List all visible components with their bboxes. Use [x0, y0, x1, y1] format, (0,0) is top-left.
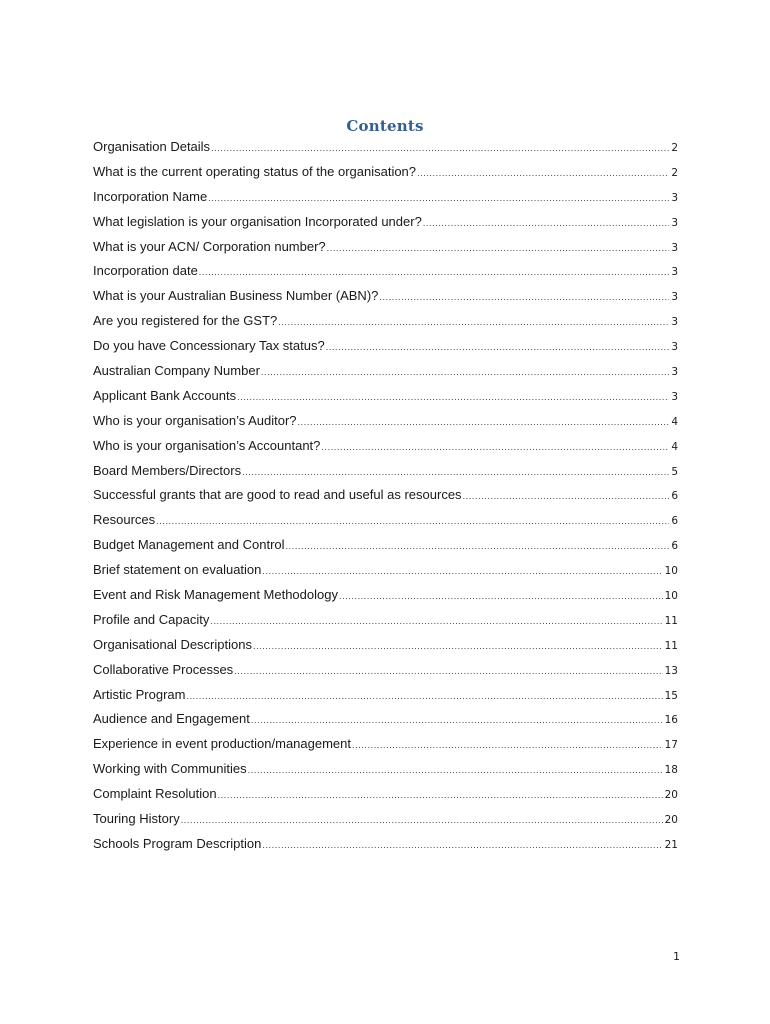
toc-dot-leader [379, 288, 669, 306]
toc-entry-page: 20 [664, 789, 678, 802]
table-of-contents [93, 138, 678, 860]
toc-entry[interactable] [93, 188, 678, 213]
toc-dot-leader [286, 537, 669, 555]
toc-entry-title: Working with Communities [93, 761, 247, 777]
toc-entry-title: Budget Management and Control [93, 537, 285, 553]
toc-entry[interactable] [93, 362, 678, 387]
toc-dot-leader [186, 687, 662, 705]
toc-dot-leader [181, 811, 663, 829]
toc-entry[interactable] [93, 810, 678, 835]
toc-dot-leader [211, 139, 669, 157]
toc-entry[interactable] [93, 262, 678, 287]
toc-entry[interactable] [93, 835, 678, 860]
toc-entry[interactable] [93, 561, 678, 586]
toc-entry[interactable] [93, 387, 678, 412]
toc-entry-title: Who is your organisation’s Auditor? [93, 412, 297, 428]
toc-entry-page: 5 [671, 465, 678, 478]
toc-entry[interactable] [93, 785, 678, 810]
toc-entry-title: Audience and Engagement [93, 711, 250, 727]
toc-entry-page: 6 [671, 490, 678, 503]
toc-entry-page: 17 [664, 739, 678, 752]
toc-dot-leader [278, 313, 669, 331]
toc-entry-page: 2 [671, 142, 678, 154]
toc-entry-title: Schools Program Description [93, 835, 262, 851]
toc-entry-title: Resources [93, 512, 156, 528]
toc-entry[interactable] [93, 138, 678, 163]
toc-dot-leader [210, 612, 662, 630]
toc-entry-page: 6 [671, 540, 678, 553]
toc-dot-leader [321, 438, 669, 456]
toc-entry-page: 3 [671, 241, 678, 254]
toc-entry-page: 13 [664, 664, 678, 677]
toc-entry-page: 3 [671, 390, 678, 403]
toc-dot-leader [248, 761, 663, 779]
toc-entry-page: 3 [671, 316, 678, 329]
toc-entry-title: Organisation Details [93, 139, 211, 154]
toc-entry-page: 10 [664, 565, 678, 578]
toc-entry-title: Successful grants that are good to read and useful as resources [93, 487, 462, 503]
toc-entry[interactable] [93, 735, 678, 760]
toc-entry-title: Are you registered for the GST? [93, 313, 278, 329]
toc-heading: Contents [346, 117, 424, 135]
toc-entry[interactable] [93, 760, 678, 785]
toc-entry[interactable] [93, 163, 678, 188]
toc-entry-page: 21 [664, 838, 678, 851]
toc-entry-page: 3 [671, 216, 678, 229]
toc-entry-title: Australian Company Number [93, 363, 260, 379]
toc-entry[interactable] [93, 437, 678, 462]
page-number: 1 [673, 950, 680, 963]
toc-entry-title: What is your Australian Business Number (ABN)? [93, 288, 379, 304]
toc-entry-page: 4 [671, 415, 678, 428]
toc-entry[interactable] [93, 586, 678, 611]
toc-entry-page: 2 [671, 166, 678, 179]
toc-dot-leader [326, 338, 669, 356]
toc-dot-leader [298, 413, 669, 431]
toc-entry[interactable] [93, 287, 678, 312]
toc-dot-leader [242, 463, 669, 481]
toc-entry-page: 3 [671, 291, 678, 304]
toc-entry-page: 20 [664, 814, 678, 827]
toc-entry-title: Touring History [93, 811, 180, 827]
toc-entry-title: Incorporation Name [93, 188, 208, 204]
toc-dot-leader [218, 786, 663, 804]
toc-entry-page: 4 [671, 440, 678, 453]
toc-entry-title: Profile and Capacity [93, 611, 210, 627]
toc-entry-title: Board Members/Directors [93, 462, 242, 478]
toc-entry-title: Artistic Program [93, 686, 186, 702]
toc-dot-leader [352, 736, 663, 754]
toc-entry-title: Complaint Resolution [93, 786, 217, 802]
toc-entry-title: Applicant Bank Accounts [93, 387, 237, 403]
toc-entry[interactable] [93, 486, 678, 511]
toc-entry-title: Experience in event production/management [93, 736, 351, 752]
toc-dot-leader [261, 363, 669, 381]
toc-entry-page: 16 [664, 714, 678, 727]
toc-entry[interactable] [93, 238, 678, 263]
toc-entry-title: Collaborative Processes [93, 661, 234, 677]
toc-entry[interactable] [93, 412, 678, 437]
toc-entry-title: What is the current operating status of the organisation? [93, 163, 417, 179]
toc-dot-leader [253, 637, 663, 655]
toc-entry-title: Who is your organisation’s Accountant? [93, 437, 321, 453]
toc-entry[interactable] [93, 337, 678, 362]
toc-entry-page: 3 [671, 266, 678, 279]
toc-entry-title: Brief statement on evaluation [93, 562, 262, 578]
toc-entry-title: Organisational Descriptions [93, 636, 252, 652]
toc-entry-page: 11 [664, 614, 678, 627]
toc-entry[interactable] [93, 511, 678, 536]
toc-dot-leader [423, 214, 669, 232]
toc-entry-page: 10 [664, 590, 678, 603]
toc-dot-leader [199, 263, 669, 281]
toc-dot-leader [156, 512, 669, 530]
toc-dot-leader [262, 562, 662, 580]
toc-dot-leader [234, 662, 662, 680]
toc-dot-leader [327, 239, 669, 257]
toc-entry-title: Do you have Concessionary Tax status? [93, 338, 325, 354]
toc-entry[interactable] [93, 636, 678, 661]
toc-entry-page: 3 [671, 191, 678, 204]
toc-entry-page: 6 [671, 515, 678, 528]
toc-dot-leader [463, 487, 669, 505]
toc-entry[interactable] [93, 686, 678, 711]
toc-entry[interactable] [93, 710, 678, 735]
toc-entry-title: Incorporation date [93, 263, 198, 279]
toc-entry[interactable] [93, 536, 678, 561]
toc-entry-title: What legislation is your organisation Incorporated under? [93, 213, 422, 229]
toc-entry-page: 3 [671, 341, 678, 354]
toc-dot-leader [251, 711, 663, 729]
toc-entry-title: What is your ACN/ Corporation number? [93, 238, 326, 254]
toc-entry[interactable] [93, 312, 678, 337]
toc-entry[interactable] [93, 661, 678, 686]
toc-dot-leader [417, 164, 669, 182]
toc-dot-leader [339, 587, 663, 605]
toc-entry-page: 15 [664, 689, 678, 702]
toc-dot-leader [208, 189, 669, 207]
toc-entry-page: 11 [664, 639, 678, 652]
toc-entry-page: 3 [671, 366, 678, 379]
toc-dot-leader [262, 836, 662, 854]
toc-dot-leader [237, 388, 669, 406]
toc-entry[interactable] [93, 611, 678, 636]
toc-entry[interactable] [93, 213, 678, 238]
toc-entry-page: 18 [664, 764, 678, 777]
toc-entry[interactable] [93, 462, 678, 487]
toc-entry-title: Event and Risk Management Methodology [93, 587, 338, 603]
